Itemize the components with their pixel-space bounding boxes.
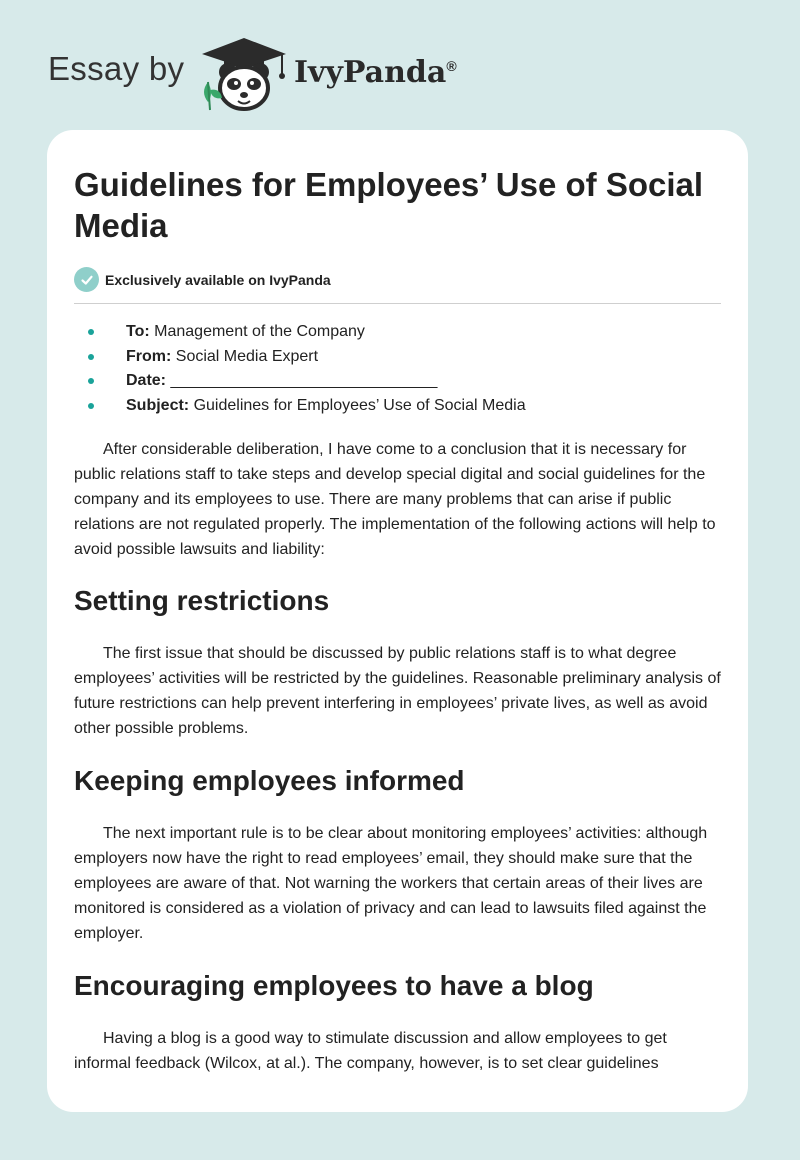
- section-heading: Setting restrictions: [74, 585, 330, 616]
- meta-item-date: [74, 369, 721, 394]
- section-paragraph: The next important rule is to be clear about monitoring employees’ activities: although employers now have the right to read employees’ email, they should make sure that the employees are aware of that. Not warning the workers that certain areas of their lives are monitored is considered as a violation of privacy and can lead to lawsuits filed against the employer.: [74, 825, 708, 942]
- exclusive-badge-text: Exclusively available on IvyPanda: [105, 271, 331, 288]
- section-heading: Encouraging employees to have a blog: [74, 970, 594, 1001]
- ivypanda-brand[interactable]: [294, 55, 457, 90]
- intro-paragraph: After considerable deliberation, I have come to a conclusion that it is necessary for public relations staff to take steps and develop special digital and social guidelines for the company and its employees to use. There are many problems that can arise if public relations are not regulated properly. The implementation of the following actions will help to avoid possible lawsuits and liability:: [74, 441, 716, 558]
- meta-value: Social Media Expert: [175, 347, 319, 365]
- meta-label: To:: [126, 323, 150, 340]
- divider: [74, 303, 721, 304]
- essay-by-label: Essay by: [48, 50, 185, 87]
- section-paragraph: The first issue that should be discussed by public relations staff is to what degree employees’ activities will be restricted by the guidelines. Reasonable preliminary analysis of future restrictions can help prevent interfering in employees’ private lives, as well as avoid other possible problems.: [74, 645, 721, 737]
- meta-label: Date:: [126, 372, 167, 389]
- meta-value: Management of the Company: [154, 323, 365, 340]
- registered-mark: ®: [446, 58, 457, 74]
- page-title: Guidelines for Employees’ Use of Social Media: [74, 166, 704, 244]
- meta-item-to: [74, 320, 721, 345]
- site-header: [0, 0, 800, 130]
- essay-card: [47, 130, 748, 1112]
- check-icon: [74, 267, 99, 292]
- meta-item-subject: [74, 394, 721, 419]
- meta-value: ______________________________: [170, 372, 438, 389]
- memo-meta-list: [74, 320, 721, 418]
- section-paragraph: Having a blog is a good way to stimulate discussion and allow employees to get informal feedback (Wilcox, at al.). The company, however, is to set clear guidelines: [74, 1030, 667, 1072]
- meta-label: From:: [126, 347, 172, 365]
- meta-item-from: [74, 345, 721, 370]
- exclusive-badge: [74, 267, 721, 292]
- section-heading: Keeping employees informed: [74, 765, 465, 796]
- panda-graduate-icon: [198, 36, 290, 112]
- meta-value: Guidelines for Employees’ Use of Social Media: [193, 396, 526, 414]
- brand-name: IvyPanda: [294, 55, 447, 90]
- meta-label: Subject:: [126, 396, 190, 414]
